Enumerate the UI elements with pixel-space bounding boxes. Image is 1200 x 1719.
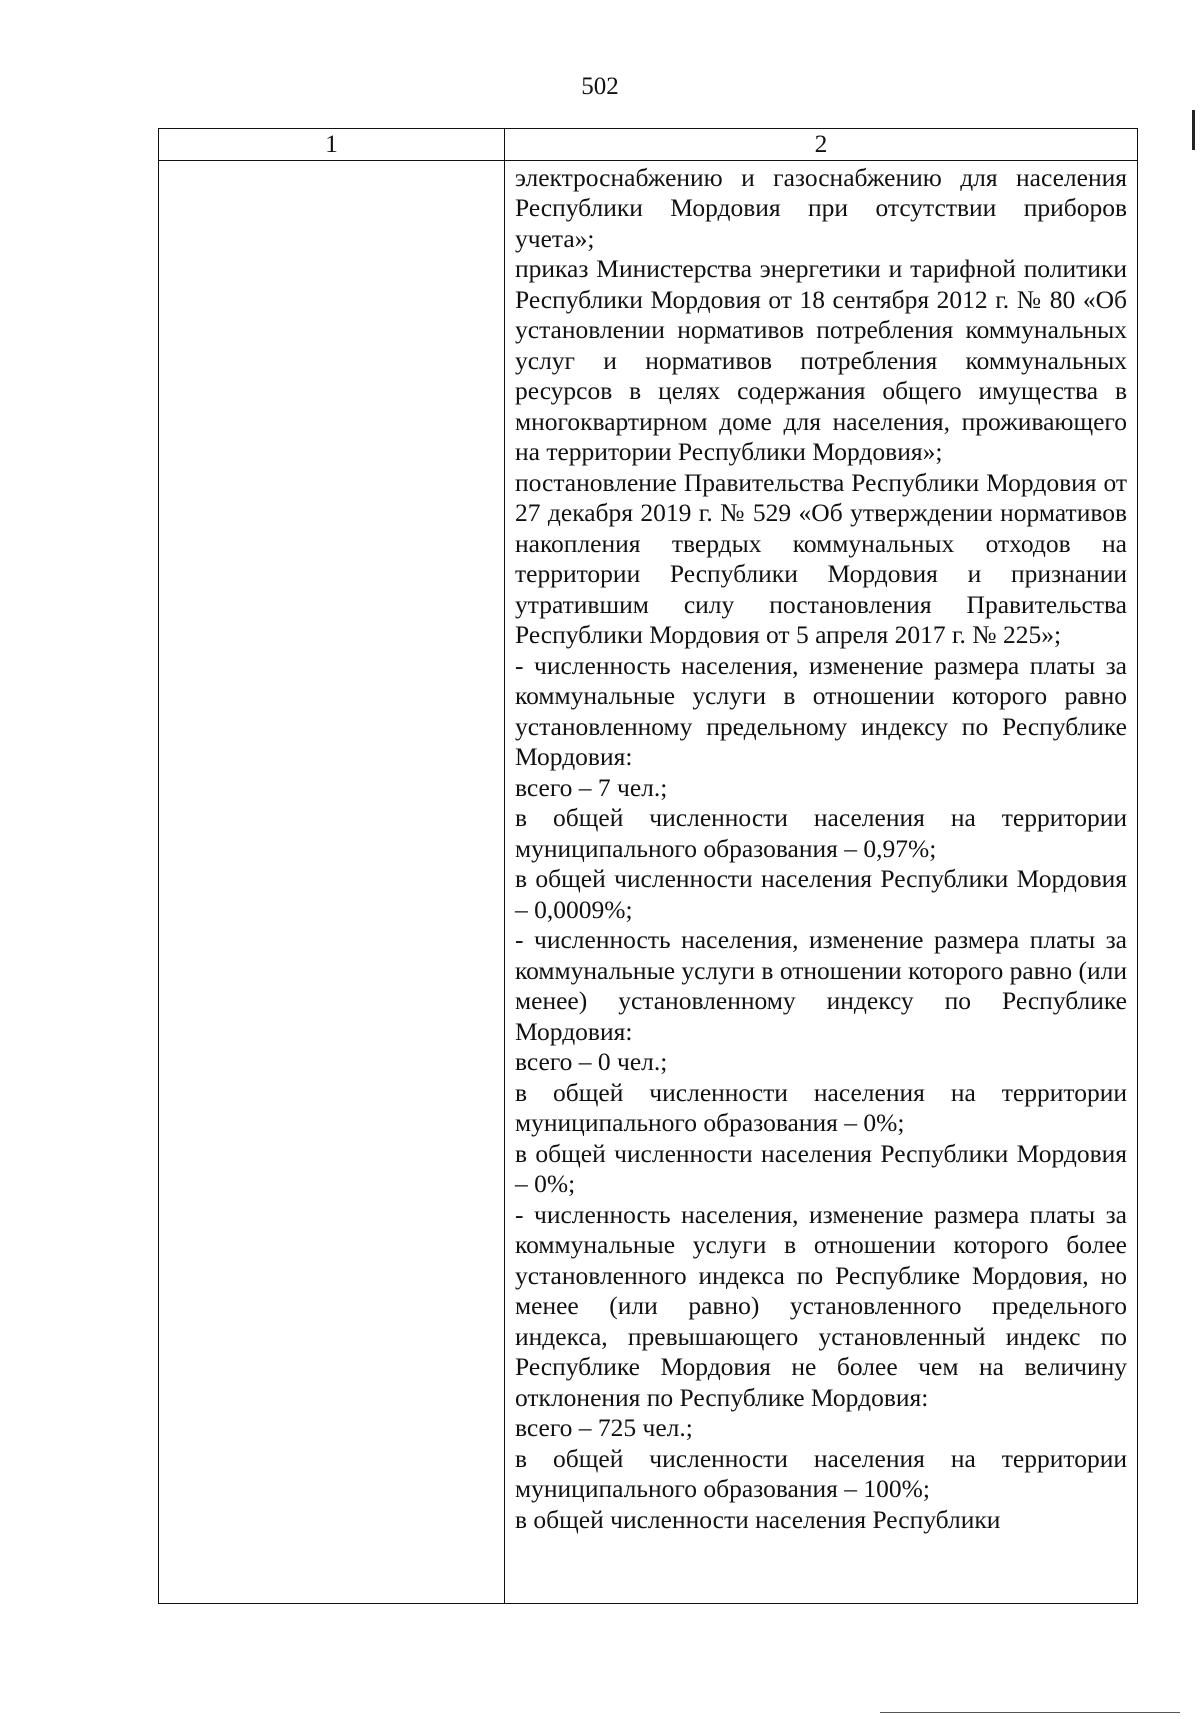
- header-cell-column-2: 2: [505, 129, 1138, 161]
- paragraph-1: электроснабжению и газоснабжению для населения Республики Мордовия при отсутствии приборов учета»;: [515, 162, 1127, 253]
- paragraph-11: в общей численности населения Республики Мордовия – 0%;: [515, 1138, 1127, 1198]
- paragraph-9: всего – 0 чел.;: [515, 1047, 668, 1076]
- right-cell-text: [505, 160, 1138, 1603]
- document-table: [158, 128, 1138, 1604]
- table-header-row: [159, 129, 1138, 161]
- paragraph-3: постановление Правительства Республики Мордовия от 27 декабря 2019 г. № 529 «Об утверждении нормативов накопления твердых коммунальных отходов на территории Республики Мордовия и признании утратившим силу постановления Правительства Республики Мордовия от 5 апреля 2017 г. № 225»;: [515, 467, 1127, 649]
- scan-bottom-line: [880, 1712, 1180, 1713]
- paragraph-13: всего – 725 чел.;: [515, 1413, 693, 1442]
- scan-edge-mark: [1192, 110, 1195, 150]
- paragraph-12: - численность населения, изменение размера платы за коммунальные услуги в отношении которого более установленного индекса по Республике Мордовия, но менее (или равно) установленного предельного индекса, превышающего установленный индекс по Республике Мордовия не более чем на величину отклонения по Республике Мордовия:: [515, 1199, 1127, 1412]
- paragraph-14: в общей численности населения на территории муниципального образования – 100%;: [515, 1443, 1127, 1503]
- paragraph-15: в общей численности населения Республики: [515, 1504, 1001, 1534]
- paragraph-2: приказ Министерства энергетики и тарифной политики Республики Мордовия от 18 сентября 2012 г. № 80 «Об установлении нормативов потребления коммунальных услуг и нормативов потребления коммунальных ресурсов в целях содержания общего имущества в многоквартирном доме для населения, проживающего на территории Республики Мордовия»;: [515, 254, 1127, 466]
- paragraph-5: всего – 7 чел.;: [515, 772, 668, 802]
- header-cell-column-1: 1: [159, 129, 505, 161]
- paragraph-6: в общей численности населения на территории муниципального образования – 0,97%;: [515, 803, 1127, 863]
- paragraph-10: в общей численности населения на территории муниципального образования – 0%;: [515, 1077, 1127, 1137]
- left-cell-empty: [159, 160, 505, 1603]
- paragraph-8: - численность населения, изменение размера платы за коммунальные услуги в отношении которого равно (или менее) установленному индексу по Республике Мордовия:: [515, 925, 1127, 1046]
- paragraph-7: в общей численности населения Республики Мордовия – 0,0009%;: [515, 864, 1127, 924]
- page-number: 502: [581, 73, 619, 100]
- paragraph-4: - численность населения, изменение размера платы за коммунальные услуги в отношении которого равно установленному предельному индексу по Республике Мордовия:: [515, 650, 1127, 771]
- table-body-row: [159, 160, 1138, 1603]
